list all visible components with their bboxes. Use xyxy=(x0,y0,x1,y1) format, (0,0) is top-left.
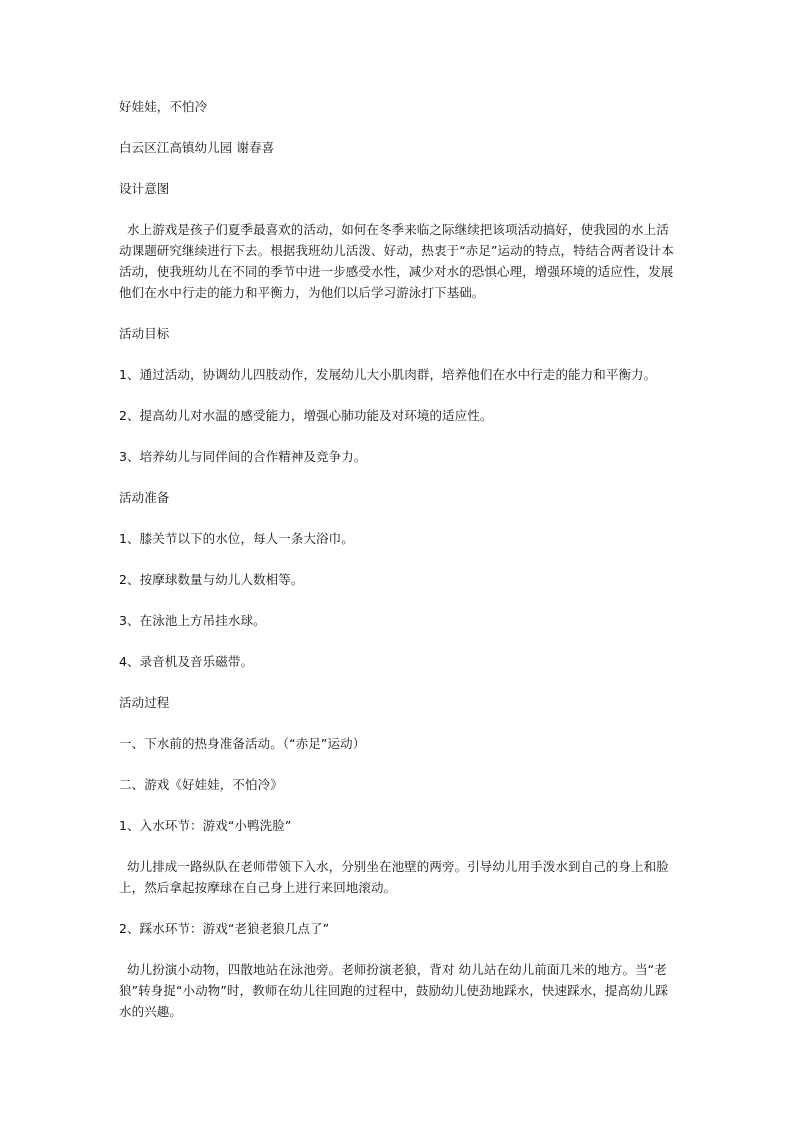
substep-2-paragraph: 幼儿扮演小动物，四散地站在泳池旁。老师扮演老狼，背对 幼儿站在幼儿前面几米的地方。当“老狼”转身捉“小动物”时，教师在幼儿往回跑的过程中，鼓励幼儿使劲地踩水，快速踩水，提高幼儿踩水的兴趣。 xyxy=(119,962,668,1019)
goal-item-2: 2、提高幼儿对水温的感受能力，增强心肺功能及对环境的适应性。 xyxy=(119,408,493,423)
design-heading: 设计意图 xyxy=(119,181,170,196)
goal-item-3: 3、培养幼儿与同伴间的合作精神及竞争力。 xyxy=(119,449,367,464)
prep-item-4: 4、录音机及音乐磁带。 xyxy=(119,654,254,669)
prep-heading: 活动准备 xyxy=(119,490,170,505)
goal-item-1: 1、通过活动，协调幼儿四肢动作，发展幼儿大小肌肉群，培养他们在水中行走的能力和平衡力。 xyxy=(119,367,657,382)
prep-item-3: 3、在泳池上方吊挂水球。 xyxy=(119,613,266,628)
goals-heading: 活动目标 xyxy=(119,326,170,341)
substep-1-title: 1、入水环节：游戏“小鸭洗脸” xyxy=(119,818,292,833)
author-line: 白云区江高镇幼儿园 谢春喜 xyxy=(119,140,275,155)
document-body xyxy=(119,96,679,1022)
process-step-1: 一、下水前的热身准备活动。（“赤足”运动） xyxy=(119,736,366,751)
process-heading: 活动过程 xyxy=(119,695,170,710)
substep-2-title: 2、踩水环节：游戏“老狼老狼几点了” xyxy=(119,921,330,936)
design-paragraph: 水上游戏是孩子们夏季最喜欢的活动，如何在冬季来临之际继续把该项活动搞好，使我园的水上活动课题研究继续进行下去。根据我班幼儿活泼、好动，热衷于“赤足”运动的特点，特结合两者设计本活动，使我班幼儿在不同的季节中进一步感受水性，减少对水的恐惧心理，增强环境的适应性，发展他们在水中行走的能力和平衡力，为他们以后学习游泳打下基础。 xyxy=(119,222,674,300)
prep-item-1: 1、膝关节以下的水位，每人一条大浴巾。 xyxy=(119,531,354,546)
substep-1-paragraph: 幼儿排成一路纵队在老师带领下入水，分别坐在池壁的两旁。引导幼儿用手泼水到自己的身上和脸上，然后拿起按摩球在自己身上进行来回地滚动。 xyxy=(119,859,669,895)
prep-item-2: 2、按摩球数量与幼儿人数相等。 xyxy=(119,572,304,587)
document-title: 好娃娃，不怕冷 xyxy=(119,99,208,114)
process-step-2: 二、游戏《好娃娃，不怕冷》 xyxy=(119,777,283,792)
